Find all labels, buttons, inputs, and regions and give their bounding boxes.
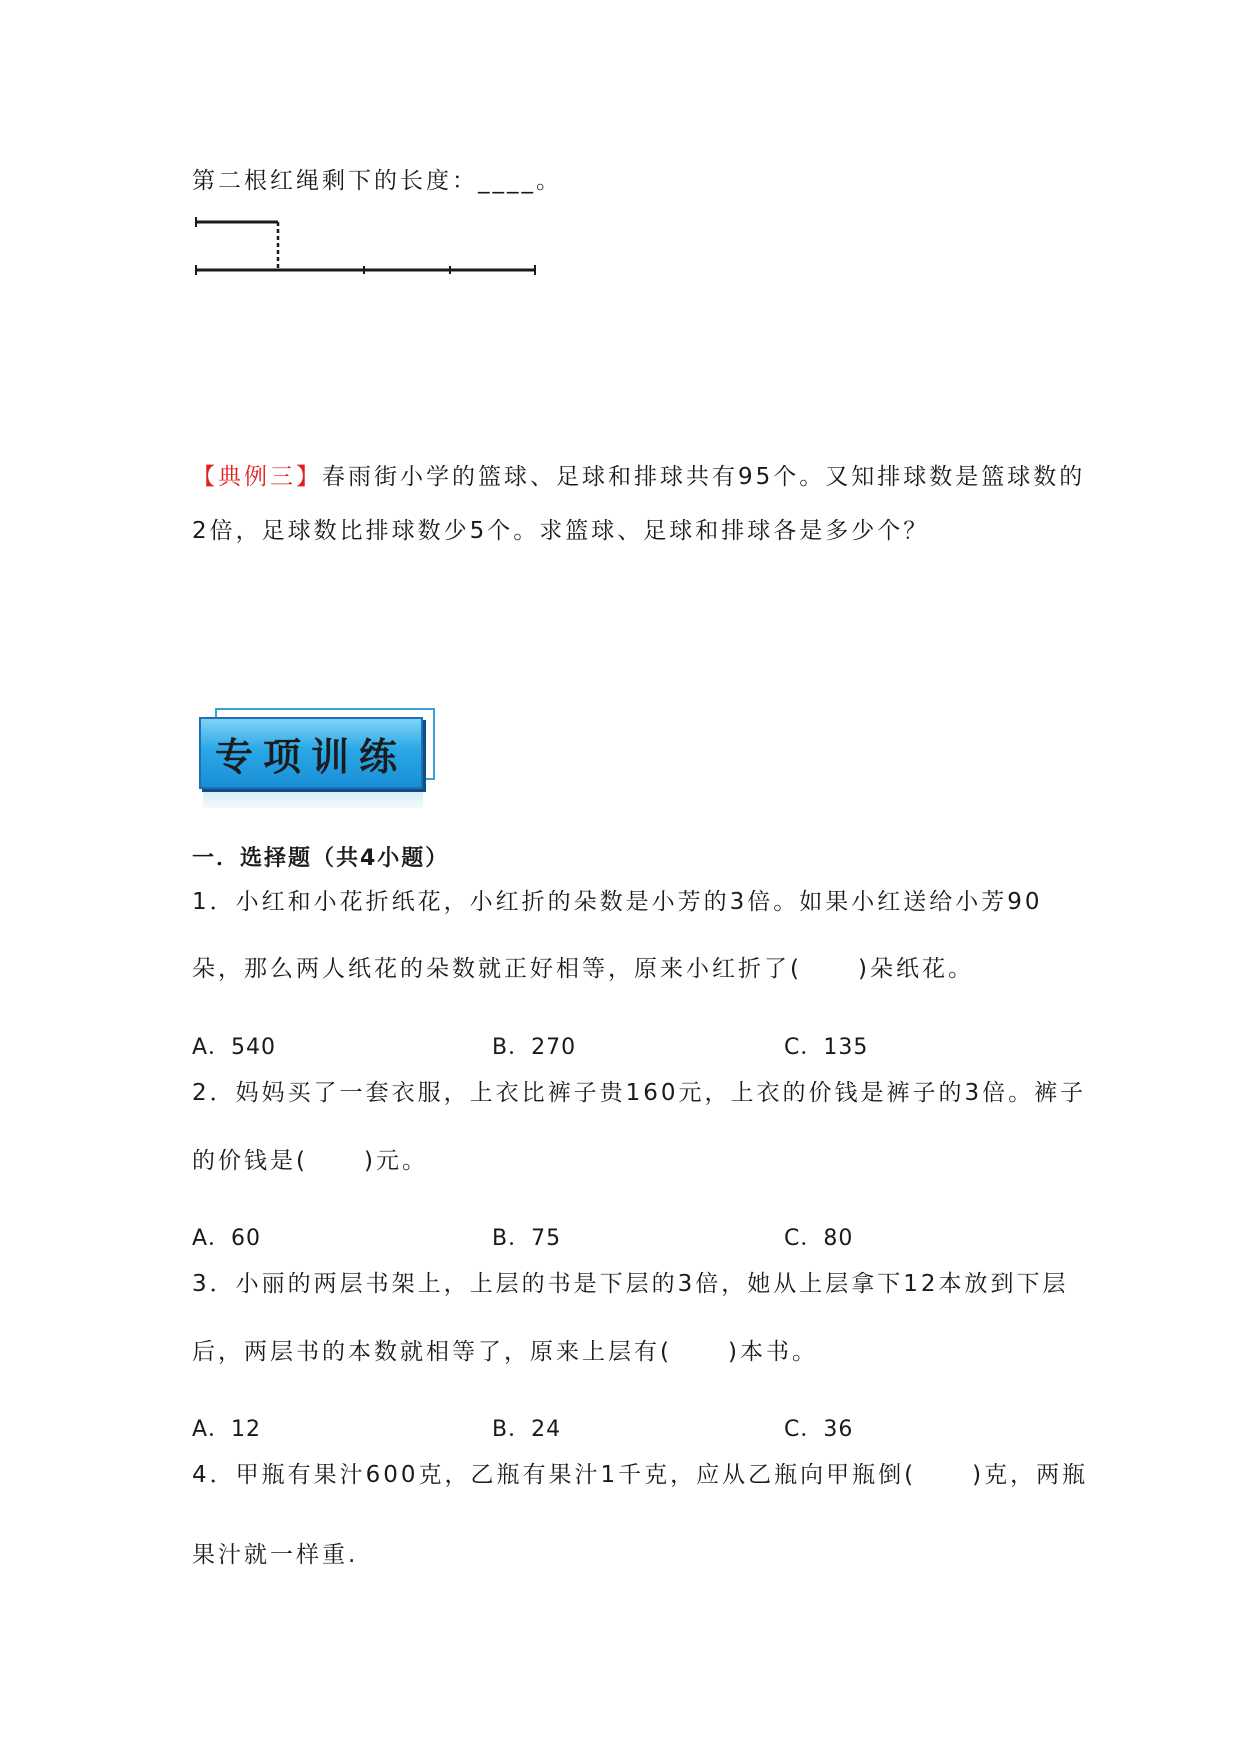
question-4-line1 bbox=[192, 1459, 1088, 1491]
option-c[interactable]: C．80 bbox=[784, 1226, 854, 1251]
option-a[interactable]: A．540 bbox=[192, 1035, 277, 1060]
rope-remaining-text: 第二根红绳剩下的长度：____。 bbox=[192, 168, 562, 194]
banner-title: 专项训练 bbox=[214, 733, 407, 779]
rope-segment-diagram bbox=[190, 212, 545, 278]
question-2-text-end: 元。 bbox=[375, 1148, 428, 1174]
option-b[interactable]: B．24 bbox=[492, 1417, 562, 1442]
option-b[interactable]: B．270 bbox=[492, 1035, 577, 1060]
option-c[interactable]: C．135 bbox=[784, 1035, 869, 1060]
answer-paren-close: ) bbox=[972, 1462, 985, 1488]
answer-paren-open: ( bbox=[660, 1339, 672, 1365]
option-c[interactable]: C．36 bbox=[784, 1417, 854, 1442]
question-1-text-end: 朵纸花。 bbox=[869, 956, 974, 982]
example3-tag: 【典例三】 bbox=[192, 464, 322, 490]
question-4-line2: 果汁就一样重. bbox=[192, 1542, 359, 1568]
question-1-line2 bbox=[192, 953, 974, 985]
option-a[interactable]: A．60 bbox=[192, 1226, 262, 1251]
banner-reflection bbox=[203, 792, 423, 808]
answer-paren-close: ) bbox=[727, 1339, 740, 1365]
answer-paren-open: ( bbox=[296, 1148, 308, 1174]
question-4-text-end: 克，两瓶 bbox=[984, 1462, 1089, 1488]
answer-paren-close: ) bbox=[363, 1148, 376, 1174]
example3-line2: 2倍，足球数比排球数少5个。求篮球、足球和排球各是多少个？ bbox=[192, 518, 930, 544]
example3-text1: 春雨街小学的篮球、足球和排球共有95个。又知排球数是篮球数的 bbox=[322, 464, 1086, 490]
question-3-text: 后，两层书的本数就相等了，原来上层有 bbox=[192, 1339, 660, 1365]
question-1-text: 朵，那么两人纸花的朵数就正好相等，原来小红折了 bbox=[192, 956, 790, 982]
option-a[interactable]: A．12 bbox=[192, 1417, 262, 1442]
question-3-line2 bbox=[192, 1336, 818, 1368]
option-b[interactable]: B．75 bbox=[492, 1226, 562, 1251]
question-2-line1: 2．妈妈买了一套衣服，上衣比裤子贵160元，上衣的价钱是裤子的3倍。裤子 bbox=[192, 1080, 1087, 1106]
answer-paren-open: ( bbox=[790, 956, 802, 982]
training-banner bbox=[199, 717, 423, 789]
question-4-text: 4．甲瓶有果汁600克，乙瓶有果汁1千克，应从乙瓶向甲瓶倒 bbox=[192, 1462, 905, 1488]
answer-paren-open: ( bbox=[904, 1462, 917, 1488]
question-3-text-end: 本书。 bbox=[739, 1339, 818, 1365]
question-3-line1: 3．小丽的两层书架上，上层的书是下层的3倍，她从上层拿下12本放到下层 bbox=[192, 1271, 1069, 1297]
example3-line1 bbox=[192, 461, 1085, 493]
question-2-text: 的价钱是 bbox=[192, 1148, 296, 1174]
section-title: 一．选择题（共4小题） bbox=[192, 846, 450, 871]
question-2-line2 bbox=[192, 1145, 428, 1177]
question-1-line1: 1．小红和小花折纸花，小红折的朵数是小芳的3倍。如果小红送给小芳90 bbox=[192, 889, 1043, 915]
answer-paren-close: ) bbox=[857, 956, 870, 982]
